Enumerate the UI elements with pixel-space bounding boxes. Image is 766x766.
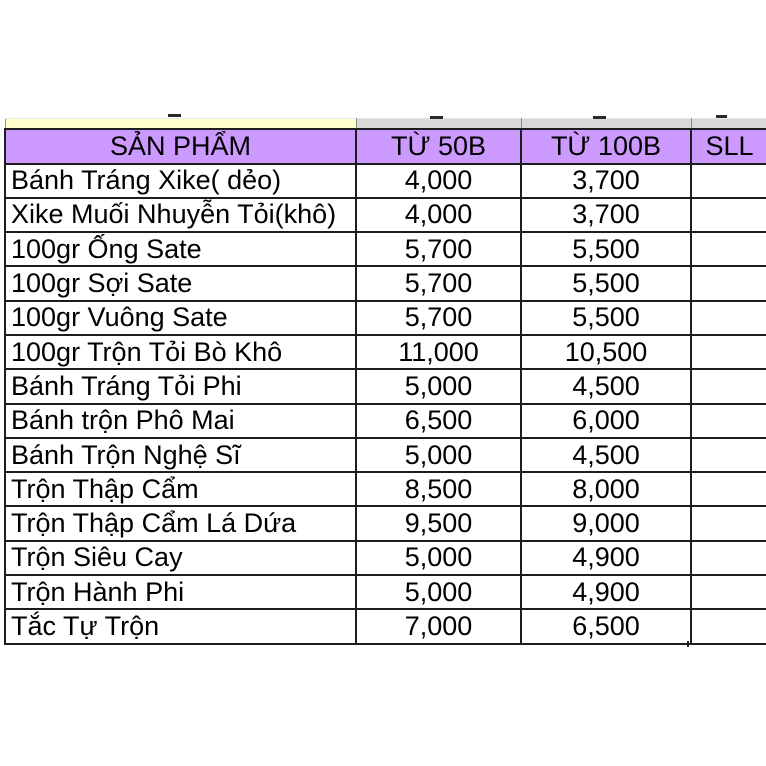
cropped-text-remnant (716, 115, 727, 118)
price-50b-cell[interactable]: 7,000 (356, 609, 521, 643)
product-cell[interactable]: Trộn Thập Cẩm Lá Dứa (5, 506, 356, 540)
sll-cell[interactable] (691, 369, 766, 403)
price-50b-cell[interactable]: 5,700 (356, 266, 521, 300)
price-50b-cell[interactable]: 5,000 (356, 369, 521, 403)
table-row (5, 164, 766, 198)
product-cell[interactable]: Trộn Thập Cẩm (5, 472, 356, 506)
table-row (5, 198, 766, 232)
table-row (5, 575, 766, 609)
price-50b-cell[interactable]: 5,000 (356, 575, 521, 609)
price-100b-cell[interactable]: 3,700 (521, 164, 691, 198)
column-header-sll[interactable]: SLL (691, 129, 766, 164)
sll-cell[interactable] (691, 609, 766, 643)
price-50b-cell[interactable]: 5,700 (356, 232, 521, 266)
table-row (5, 266, 766, 300)
product-cell[interactable]: 100gr Ống Sate (5, 232, 356, 266)
remnant-cell-product (5, 119, 356, 129)
product-cell[interactable]: Bánh trộn Phô Mai (5, 404, 356, 438)
price-50b-cell[interactable]: 9,500 (356, 506, 521, 540)
cropped-text-remnant (168, 114, 181, 117)
sll-cell[interactable] (691, 472, 766, 506)
product-cell[interactable]: Tắc Tự Trộn (5, 609, 356, 643)
table-row (5, 335, 766, 369)
product-cell[interactable]: Bánh Trộn Nghệ Sĩ (5, 438, 356, 472)
sll-cell[interactable] (691, 266, 766, 300)
remnant-cell-100b (521, 119, 691, 129)
header-row (5, 129, 766, 164)
price-100b-cell[interactable]: 4,900 (521, 541, 691, 575)
price-100b-cell[interactable]: 9,000 (521, 506, 691, 540)
price-table (4, 118, 766, 645)
product-cell[interactable]: 100gr Sợi Sate (5, 266, 356, 300)
price-100b-cell[interactable]: 6,500 (521, 609, 691, 643)
sll-cell[interactable] (691, 232, 766, 266)
price-50b-cell[interactable]: 4,000 (356, 164, 521, 198)
table-row (5, 506, 766, 540)
price-100b-cell[interactable]: 4,900 (521, 575, 691, 609)
gridline-tail (687, 641, 689, 647)
table-row (5, 609, 766, 643)
table-row (5, 472, 766, 506)
price-100b-cell[interactable]: 4,500 (521, 438, 691, 472)
price-50b-cell[interactable]: 5,000 (356, 541, 521, 575)
price-100b-cell[interactable]: 5,500 (521, 266, 691, 300)
sll-cell[interactable] (691, 198, 766, 232)
sll-cell[interactable] (691, 404, 766, 438)
price-50b-cell[interactable]: 8,500 (356, 472, 521, 506)
price-50b-cell[interactable]: 4,000 (356, 198, 521, 232)
table-row (5, 369, 766, 403)
table-row (5, 541, 766, 575)
table-row (5, 438, 766, 472)
price-100b-cell[interactable]: 10,500 (521, 335, 691, 369)
price-50b-cell[interactable]: 5,000 (356, 438, 521, 472)
price-50b-cell[interactable]: 5,700 (356, 301, 521, 335)
product-cell[interactable]: 100gr Vuông Sate (5, 301, 356, 335)
sll-cell[interactable] (691, 335, 766, 369)
cropped-text-remnant (430, 116, 443, 119)
product-cell[interactable]: Xike Muối Nhuyễn Tỏi(khô) (5, 198, 356, 232)
product-cell[interactable]: Trộn Hành Phi (5, 575, 356, 609)
table-row (5, 301, 766, 335)
product-cell[interactable]: Bánh Tráng Tỏi Phi (5, 369, 356, 403)
cropped-text-remnant (593, 116, 606, 119)
column-header-san-pham[interactable]: SẢN PHẨM (5, 129, 356, 164)
product-cell[interactable]: 100gr Trộn Tỏi Bò Khô (5, 335, 356, 369)
column-header-tu-100b[interactable]: TỪ 100B (521, 129, 691, 164)
product-cell[interactable]: Bánh Tráng Xike( dẻo) (5, 164, 356, 198)
table-row (5, 404, 766, 438)
table-row (5, 232, 766, 266)
sll-cell[interactable] (691, 301, 766, 335)
price-100b-cell[interactable]: 5,500 (521, 232, 691, 266)
sll-cell[interactable] (691, 541, 766, 575)
sll-cell[interactable] (691, 164, 766, 198)
sll-cell[interactable] (691, 438, 766, 472)
price-50b-cell[interactable]: 11,000 (356, 335, 521, 369)
price-100b-cell[interactable]: 5,500 (521, 301, 691, 335)
column-header-tu-50b[interactable]: TỪ 50B (356, 129, 521, 164)
remnant-cell-sll (691, 119, 766, 129)
price-50b-cell[interactable]: 6,500 (356, 404, 521, 438)
cropped-row-remnant (5, 119, 766, 129)
sll-cell[interactable] (691, 575, 766, 609)
price-100b-cell[interactable]: 3,700 (521, 198, 691, 232)
price-100b-cell[interactable]: 4,500 (521, 369, 691, 403)
price-100b-cell[interactable]: 8,000 (521, 472, 691, 506)
price-100b-cell[interactable]: 6,000 (521, 404, 691, 438)
sll-cell[interactable] (691, 506, 766, 540)
remnant-cell-50b (356, 119, 521, 129)
product-cell[interactable]: Trộn Siêu Cay (5, 541, 356, 575)
price-table-body (5, 164, 766, 644)
